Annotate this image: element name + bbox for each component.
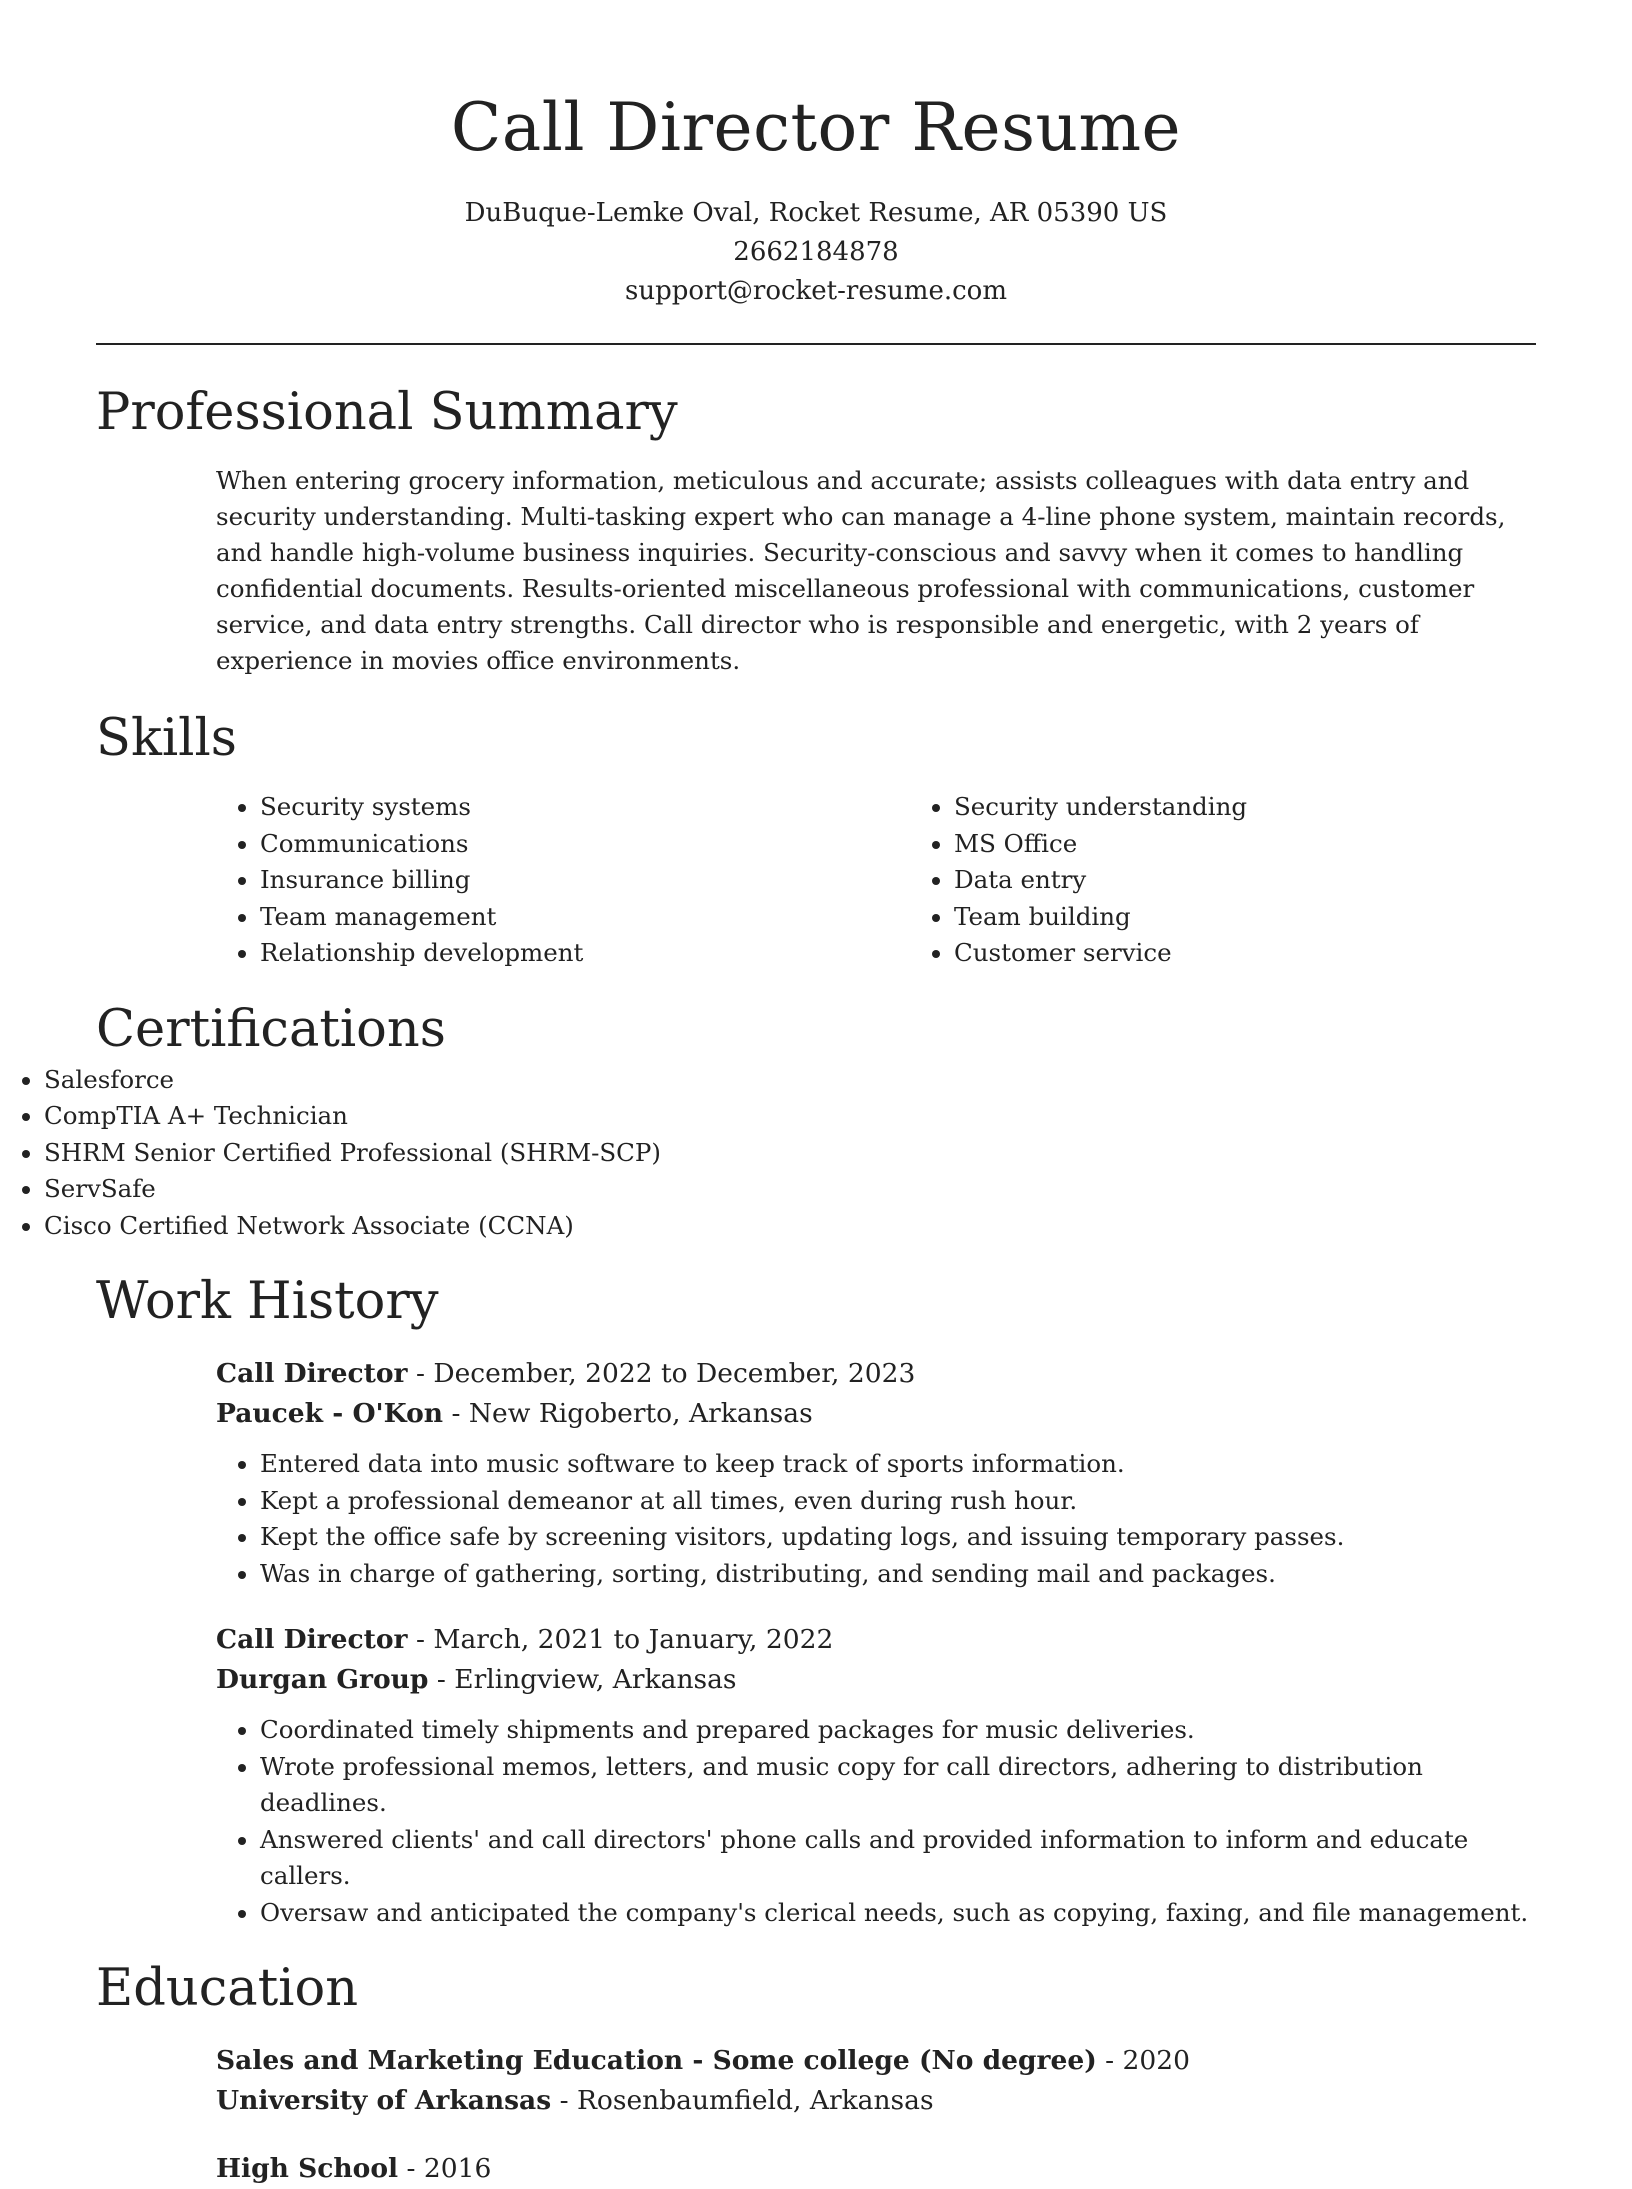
job-entry bbox=[216, 1620, 1536, 1931]
job-bullet: • Was in charge of gathering, sorting, distributing, and sending mail and packages. bbox=[260, 1556, 1536, 1593]
job-company: Durgan Group bbox=[216, 1664, 429, 1695]
job-bullets bbox=[216, 1446, 1536, 1592]
certification-item: • Salesforce bbox=[44, 1062, 1632, 1099]
skills-heading: Skills bbox=[96, 709, 237, 768]
education-year: - 2016 bbox=[398, 2153, 492, 2184]
skill-item: • Customer service bbox=[954, 935, 1604, 972]
contact-phone: 2662184878 bbox=[733, 237, 899, 267]
education-degree: High School bbox=[216, 2153, 399, 2184]
job-company-line bbox=[216, 1394, 1536, 1434]
job-bullet: • Kept the office safe by screening visitors, updating logs, and issuing temporary passes. bbox=[260, 1519, 1536, 1556]
education-degree-line bbox=[216, 2041, 1536, 2081]
job-role: Call Director bbox=[216, 1624, 408, 1655]
summary-section bbox=[0, 381, 1632, 679]
skills-columns bbox=[0, 789, 1632, 972]
job-role: Call Director bbox=[216, 1358, 408, 1389]
job-bullet: • Entered data into music software to keep track of sports information. bbox=[260, 1446, 1536, 1483]
education-year: - 2020 bbox=[1096, 2045, 1190, 2076]
job-title-line bbox=[216, 1620, 1536, 1660]
job-bullet: • Oversaw and anticipated the company's clerical needs, such as copying, faxing, and file management. bbox=[260, 1895, 1536, 1932]
skills-left-column bbox=[216, 789, 910, 972]
certification-item: • Cisco Certified Network Associate (CCNA) bbox=[44, 1208, 1632, 1245]
education-entry bbox=[216, 2041, 1536, 2121]
skills-right-column bbox=[910, 789, 1604, 972]
job-bullet: • Kept a professional demeanor at all times, even during rush hour. bbox=[260, 1483, 1536, 1520]
job-title-line bbox=[216, 1354, 1536, 1394]
education-school: University of Arkansas bbox=[216, 2085, 552, 2116]
job-company-line bbox=[216, 1660, 1536, 1700]
work-history-section bbox=[0, 1270, 1632, 1931]
skill-item: • Team management bbox=[260, 899, 910, 936]
education-entry bbox=[216, 2149, 1536, 2189]
job-location: - Erlingview, Arkansas bbox=[428, 1664, 737, 1695]
contact-address: DuBuque-Lemke Oval, Rocket Resume, AR 05390 US bbox=[464, 198, 1168, 228]
job-location: - New Rigoberto, Arkansas bbox=[443, 1398, 813, 1429]
skill-item: • Data entry bbox=[954, 862, 1604, 899]
job-company: Paucek - O'Kon bbox=[216, 1398, 444, 1429]
job-dates: - December, 2022 to December, 2023 bbox=[407, 1358, 916, 1389]
certifications-list bbox=[0, 1062, 1632, 1245]
job-bullets bbox=[216, 1712, 1536, 1931]
summary-text: When entering grocery information, meticulous and accurate; assists colleagues with data entry and security understanding. Multi-tasking expert who can manage a 4-line phone system, maintain records, and handle high-volume business inquiries. Security-conscious and savvy when it comes to handling confidential documents. Results-oriented miscellaneous professional with communications, customer service, and data entry strengths. Call director who is responsible and energetic, with 2 years of experience in movies office environments. bbox=[216, 466, 1506, 675]
education-degree: Sales and Marketing Education - Some college (No degree) bbox=[216, 2045, 1097, 2076]
certification-item: • CompTIA A+ Technician bbox=[44, 1098, 1632, 1135]
skill-item: • MS Office bbox=[954, 826, 1604, 863]
education-heading: Education bbox=[96, 1959, 359, 2018]
job-bullet: • Coordinated timely shipments and prepared packages for music deliveries. bbox=[260, 1712, 1536, 1749]
job-entry bbox=[216, 1354, 1536, 1592]
header-divider bbox=[96, 343, 1536, 345]
contact-email: support@rocket-resume.com bbox=[624, 276, 1007, 306]
education-section bbox=[0, 1957, 1632, 2189]
resume-header bbox=[0, 0, 1632, 311]
skill-item: • Security systems bbox=[260, 789, 910, 826]
education-school-line bbox=[216, 2081, 1536, 2121]
work-history-heading: Work History bbox=[96, 1272, 439, 1331]
certification-item: • SHRM Senior Certified Professional (SHRM-SCP) bbox=[44, 1135, 1632, 1172]
job-bullet: • Answered clients' and call directors' phone calls and provided information to inform and educate callers. bbox=[260, 1822, 1536, 1895]
certifications-section bbox=[0, 998, 1632, 1245]
job-dates: - March, 2021 to January, 2022 bbox=[407, 1624, 834, 1655]
education-location: - Rosenbaumfield, Arkansas bbox=[551, 2085, 934, 2116]
job-bullet: • Wrote professional memos, letters, and music copy for call directors, adhering to distribution deadlines. bbox=[260, 1749, 1536, 1822]
skill-item: • Communications bbox=[260, 826, 910, 863]
skills-section bbox=[0, 707, 1632, 972]
skill-item: • Insurance billing bbox=[260, 862, 910, 899]
skill-item: • Team building bbox=[954, 899, 1604, 936]
education-degree-line bbox=[216, 2149, 1536, 2189]
skill-item: • Relationship development bbox=[260, 935, 910, 972]
contact-block bbox=[0, 194, 1632, 311]
certifications-heading: Certifications bbox=[96, 999, 446, 1059]
summary-heading: Professional Summary bbox=[96, 383, 678, 442]
skill-item: • Security understanding bbox=[954, 789, 1604, 826]
resume-title: Call Director Resume bbox=[450, 89, 1182, 166]
certification-item: • ServSafe bbox=[44, 1171, 1632, 1208]
